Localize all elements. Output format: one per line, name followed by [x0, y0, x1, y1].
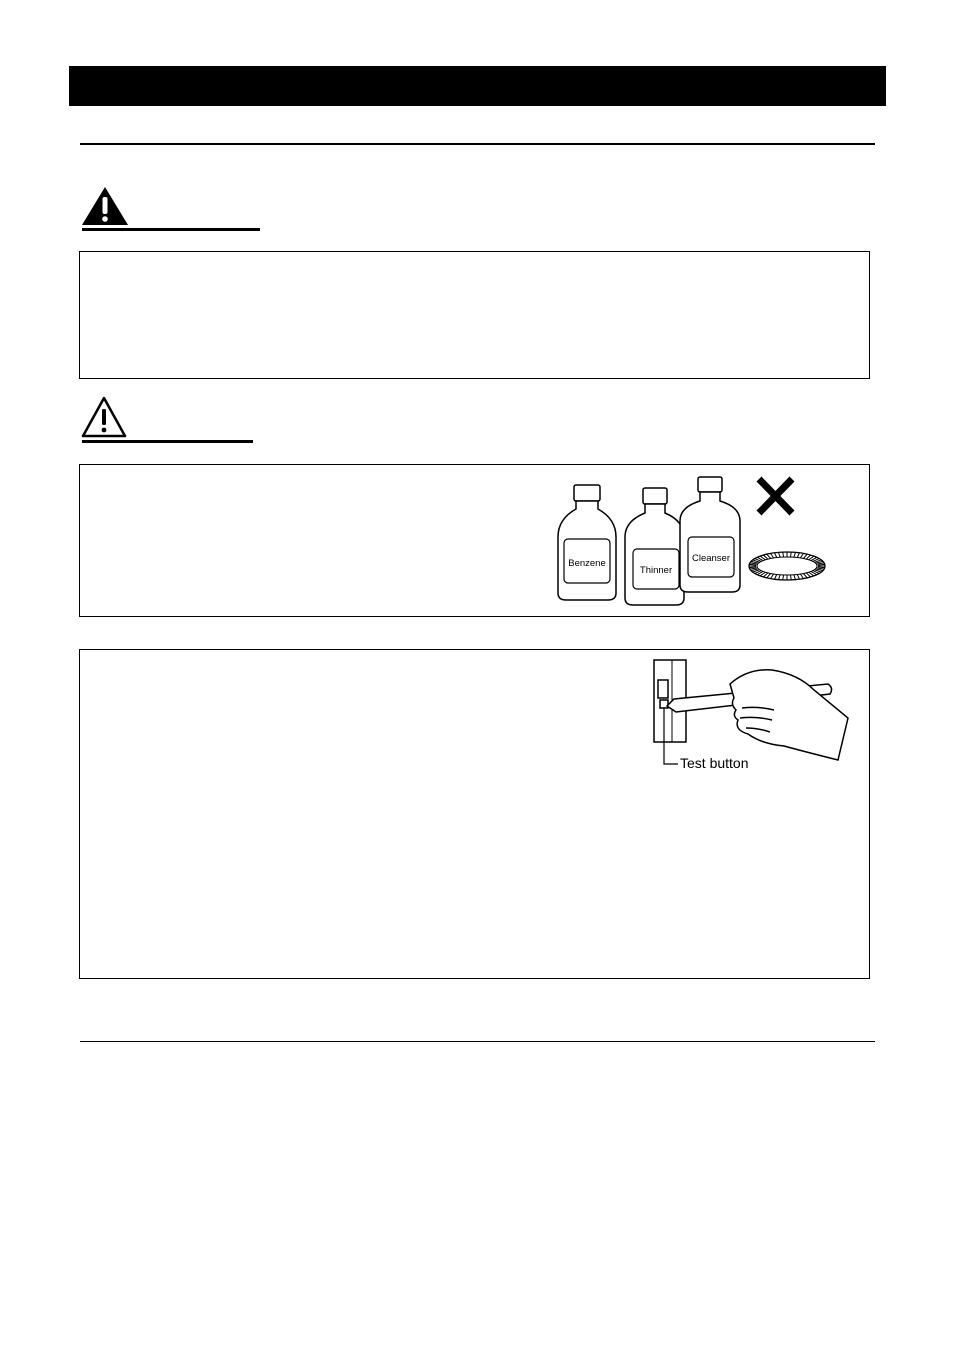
scrub-brush-icon [749, 552, 825, 580]
brush-bristle [749, 564, 756, 565]
brush-bristle [750, 563, 757, 564]
brush-bristle [783, 552, 784, 557]
section-rule-top [80, 143, 875, 145]
test-button-callout-label: Test button [680, 755, 749, 771]
brush-bristle [797, 553, 799, 558]
section-rule-bottom [80, 1041, 875, 1042]
caution-outline-icon [80, 395, 128, 439]
brush-bristle [774, 574, 776, 579]
brush-bristle [794, 575, 796, 580]
brush-bristle [818, 567, 825, 568]
brush-bristle [794, 552, 796, 557]
breaker-test-illustration [638, 654, 858, 776]
bottle-thinner [625, 488, 684, 605]
brush-bristle [771, 574, 774, 579]
brush-bristle [803, 554, 807, 558]
brush-bristle [800, 553, 803, 558]
brush-bristle [797, 574, 799, 579]
brush-bristle [803, 574, 807, 578]
bottle-thinner-label: Thinner [639, 565, 673, 576]
warning-heading-underline [82, 228, 260, 231]
caution-box-cleaning [79, 464, 870, 617]
test-button [660, 700, 668, 708]
caution-heading-underline [82, 440, 253, 443]
brush-bristle [783, 575, 784, 580]
brush-bristle [774, 553, 776, 558]
warning-filled-icon [80, 185, 130, 227]
brush-bristle [800, 574, 803, 579]
bottle-cleanser [680, 477, 740, 592]
warning-box [79, 251, 870, 379]
brush-bristle [750, 568, 757, 569]
brush-bristle [818, 564, 825, 565]
brush-bristle [817, 563, 824, 564]
brush-bristle [779, 552, 781, 557]
prohibited-x-icon [759, 479, 792, 513]
brush-bristle [790, 575, 791, 580]
brush-bristle [771, 553, 774, 558]
bottle-benzene [558, 485, 616, 600]
brush-bristle [779, 575, 781, 580]
bottle-cleanser-label: Cleanser [691, 553, 731, 564]
bottle-benzene-label: Benzene [568, 558, 606, 569]
header-bar [69, 66, 886, 106]
brush-bristle [749, 567, 756, 568]
brush-bristle [767, 554, 771, 558]
hand-with-pen-icon [667, 670, 848, 760]
brush-bristle [767, 574, 771, 578]
brush-bristle [790, 552, 791, 557]
caution-box-test [79, 649, 870, 979]
brush-bristle [817, 568, 824, 569]
solvent-bottles-illustration [554, 475, 834, 611]
